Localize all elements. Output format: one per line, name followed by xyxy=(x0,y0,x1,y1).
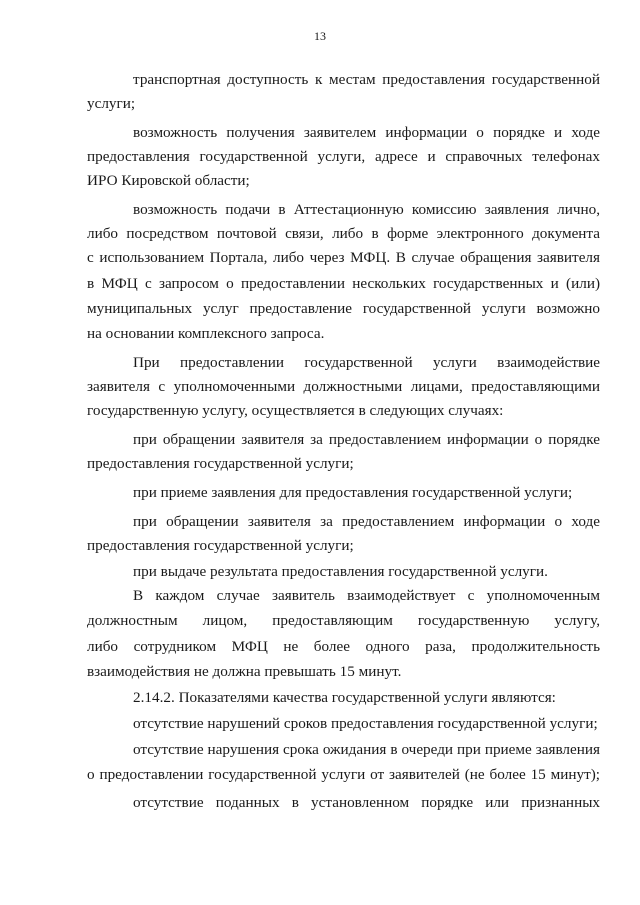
text-line: В каждом случае заявитель взаимодействует с уполномоченным xyxy=(133,587,600,604)
text-line: муниципальных услуг предоставление государственной услуги возможно xyxy=(87,300,600,317)
text-line: возможность подачи в Аттестационную комиссию заявления лично, xyxy=(133,201,600,218)
text-line: о предоставлении государственной услуги от заявителей (не более 15 минут); xyxy=(87,766,600,783)
text-line: с использованием Портала, либо через МФЦ. В случае обращения заявителя xyxy=(87,249,600,266)
text-line: государственную услугу, осуществляется в следующих случаях: xyxy=(87,402,504,419)
text-line: либо сотрудником МФЦ не более одного раза, продолжительность xyxy=(87,638,600,655)
text-line: отсутствие поданных в установленном порядке или признанных xyxy=(133,794,600,811)
text-line: заявителя с уполномоченными должностными лицами, предоставляющими xyxy=(87,378,600,395)
text-line: отсутствие нарушений сроков предоставления государственной услуги; xyxy=(133,715,598,732)
text-line: на основании комплексного запроса. xyxy=(87,325,325,342)
text-line: отсутствие нарушения срока ожидания в очереди при приеме заявления xyxy=(133,741,600,758)
text-line: должностным лицом, предоставляющим государственную услугу, xyxy=(87,612,600,629)
text-line: предоставления государственной услуги; xyxy=(87,537,354,554)
text-line: при приеме заявления для предоставления государственной услуги; xyxy=(133,484,573,501)
text-line: ИРО Кировской области; xyxy=(87,172,250,189)
text-line: предоставления государственной услуги; xyxy=(87,455,354,472)
text-line: При предоставлении государственной услуги взаимодействие xyxy=(133,354,600,371)
text-line: транспортная доступность к местам предоставления государственной xyxy=(133,71,600,88)
text-line: предоставления государственной услуги, адресе и справочных телефонах xyxy=(87,148,600,165)
page-number: 13 xyxy=(314,29,326,43)
text-line: услуги; xyxy=(87,95,136,112)
text-line: при обращении заявителя за предоставлением информации о порядке xyxy=(133,431,600,448)
text-line: либо посредством почтовой связи, либо в форме электронного документа xyxy=(87,225,600,242)
text-line: взаимодействия не должна превышать 15 минут. xyxy=(87,663,402,680)
text-line: 2.14.2. Показателями качества государственной услуги являются: xyxy=(133,689,556,706)
text-line: при обращении заявителя за предоставлением информации о ходе xyxy=(133,513,600,530)
text-line: при выдаче результата предоставления государственной услуги. xyxy=(133,563,548,580)
text-line: возможность получения заявителем информации о порядке и ходе xyxy=(133,124,600,141)
text-line: в МФЦ с запросом о предоставлении нескольких государственных и (или) xyxy=(87,275,600,292)
